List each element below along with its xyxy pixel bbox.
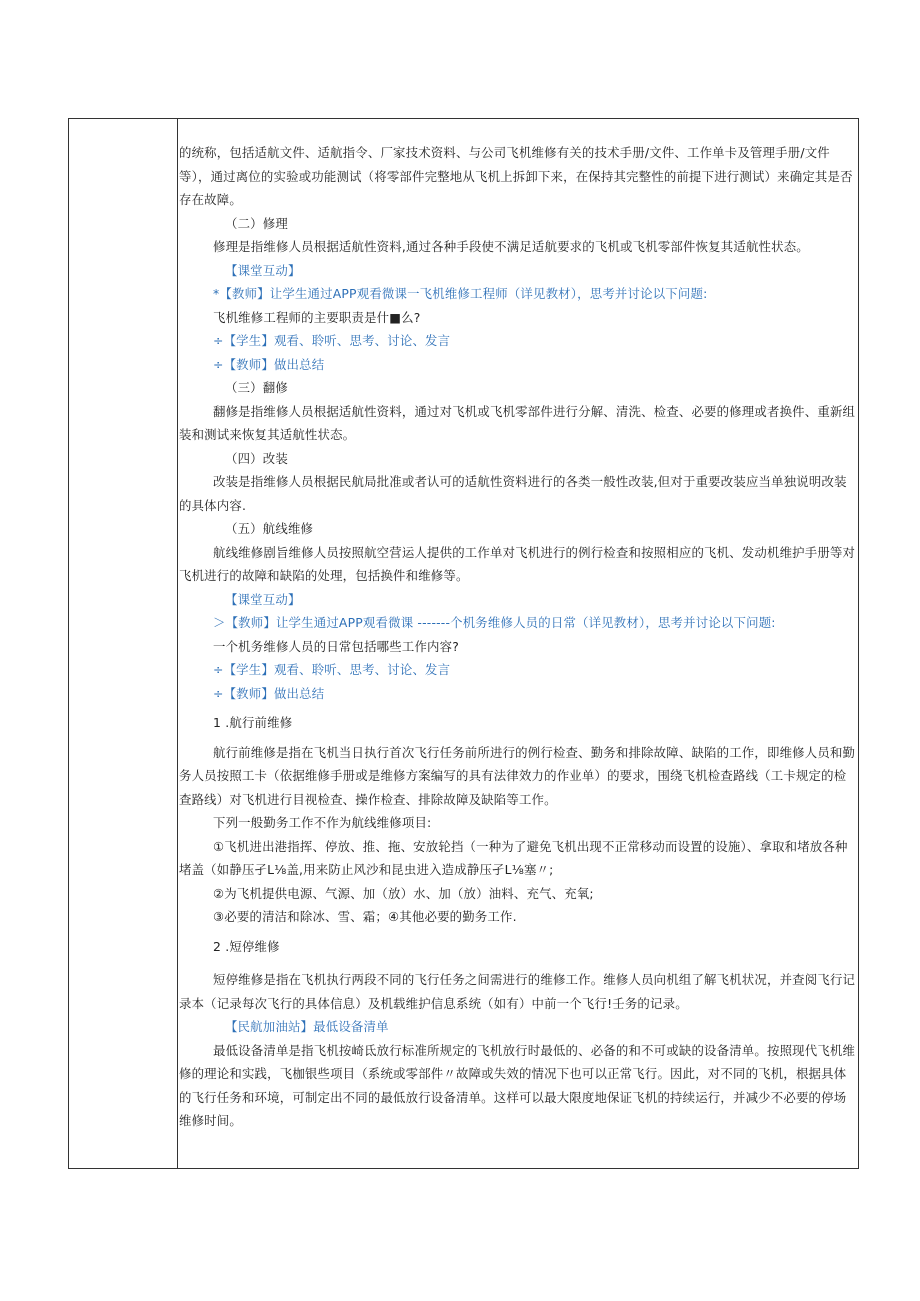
paragraph: *【教师】让学生通过APP观看微课一飞机维修工程师（详见教材），思考并讨论以下问题:	[213, 286, 708, 301]
paragraph: 【课堂互动】	[225, 591, 301, 607]
paragraph: 下列一般勤务工作不作为航线维修项目:	[213, 815, 432, 830]
paragraph: 航线维修剧旨维修人员按照航空营运人提供的工作单对飞机进行的例行检查和按照相应的飞机、发动机维护手册等对飞机进行的故障和缺陷的处理，包括换件和维修等。	[179, 544, 856, 583]
paragraph: ÷【学生】观看、聆听、思考、讨论、发言	[213, 662, 451, 677]
paragraph: 【民航加油站】最低设备清单	[225, 1019, 389, 1034]
paragraph: 翻修是指维修人员根据适航性资料，通过对飞机或飞机零部件进行分解、清洗、检查、必要的修理或者换件、重新组装和测试来恢复其适航性状态。	[179, 403, 856, 442]
paragraph: （四）改装	[225, 450, 288, 466]
content-table	[68, 118, 859, 1169]
paragraph: ③必要的清洁和除冰、雪、霜；④其他必要的勤务工作.	[213, 909, 517, 924]
paragraph: 【课堂互动】	[225, 262, 301, 278]
paragraph: （二）修理	[225, 215, 288, 231]
paragraph: 修理是指维修人员根据适航性资料,通过各种手段使不满足适航要求的飞机或飞机零部件恢复其适航性状态。	[213, 239, 809, 254]
paragraph: （五）航线维修	[225, 521, 314, 536]
paragraph: 1 .航行前维修	[213, 715, 293, 730]
paragraph: 短停维修是指在飞机执行两段不同的飞行任务之间需进行的维修工作。维修人员向机组了解飞机状况，并查阅飞行记录本（记录每次飞行的具体信息）及机载维护信息系统（如有）中前一个飞行!壬务的记录。	[179, 972, 856, 1011]
paragraph: ②为飞机提供电源、气源、加（放）水、加（放）油料、充气、充氧;	[213, 885, 594, 901]
text-content-cell	[179, 141, 858, 1133]
paragraph: ÷【教师】做出总结	[213, 685, 325, 701]
paragraph: 2 .短停维修	[213, 938, 280, 954]
paragraph: 飞机维修工程师的主要职责是什■么?	[213, 309, 421, 325]
paragraph: ÷【学生】观看、聆听、思考、讨论、发言	[213, 333, 451, 348]
paragraph: （三）翻修	[225, 380, 288, 395]
paragraph: 的统称，包括适航文件、适航指令、厂家技术资料、与公司飞机维修有关的技术手册/文件、工作单卡及管理手册/文件等），通过离位的实验或功能测试（将零部件完整地从飞机上拆卸下来，在保持其完整性的前提下进行测试）来确定其是否存在故障。	[179, 145, 853, 207]
paragraph: ①飞机进出港指挥、停放、推、拖、安放轮挡（一种为了避免飞机出现不正常移动而设置的设施）、拿取和堵放各种堵盖（如静压孑L⅛盖,用来防止风沙和昆虫进入造成静压孑L⅛塞〃;	[179, 838, 848, 877]
left-column-cell	[69, 119, 178, 1168]
paragraph: 一个机务维修人员的日常包括哪些工作内容?	[213, 638, 459, 654]
paragraph: ＞【教师】让学生通过APP观看微课 -------个机务维修人员的日常（详见教材），思考并讨论以下问题:	[213, 615, 776, 630]
paragraph: 改装是指维修人员根据民航局批准或者认可的适航性资料进行的各类一般性改装,但对于重要改装应当单独说明改装的具体内容.	[179, 474, 847, 513]
paragraph: ÷【教师】做出总结	[213, 356, 325, 372]
paragraph: 航行前维修是指在飞机当日执行首次飞行任务前所进行的例行检查、勤务和排除故障、缺陷的工作，即维修人员和勤务人员按照工卡（依据维修手册或是维修方案编写的具有法律效力的作业单）的要求，围绕飞机检查路线（工卡规定的检查路线）对飞机进行目视检查、操作检查、排除故障及缺陷等工作。	[179, 744, 856, 807]
paragraph: 最低设备清单是指飞机按崎氐放行标准所规定的飞机放行时最低的、必备的和不可或缺的设备清单。按照现代飞机维修的理论和实践，飞枷银些项目（系统或零部件〃故障或失效的情况下也可以正常飞行。因此，对不同的飞机，根据具体的飞行任务和环境，可制定出不同的最低放行设备清单。这样可以最大限度地保证飞机的持续运行，并减少不必要的停场维修时间。	[179, 1042, 856, 1128]
